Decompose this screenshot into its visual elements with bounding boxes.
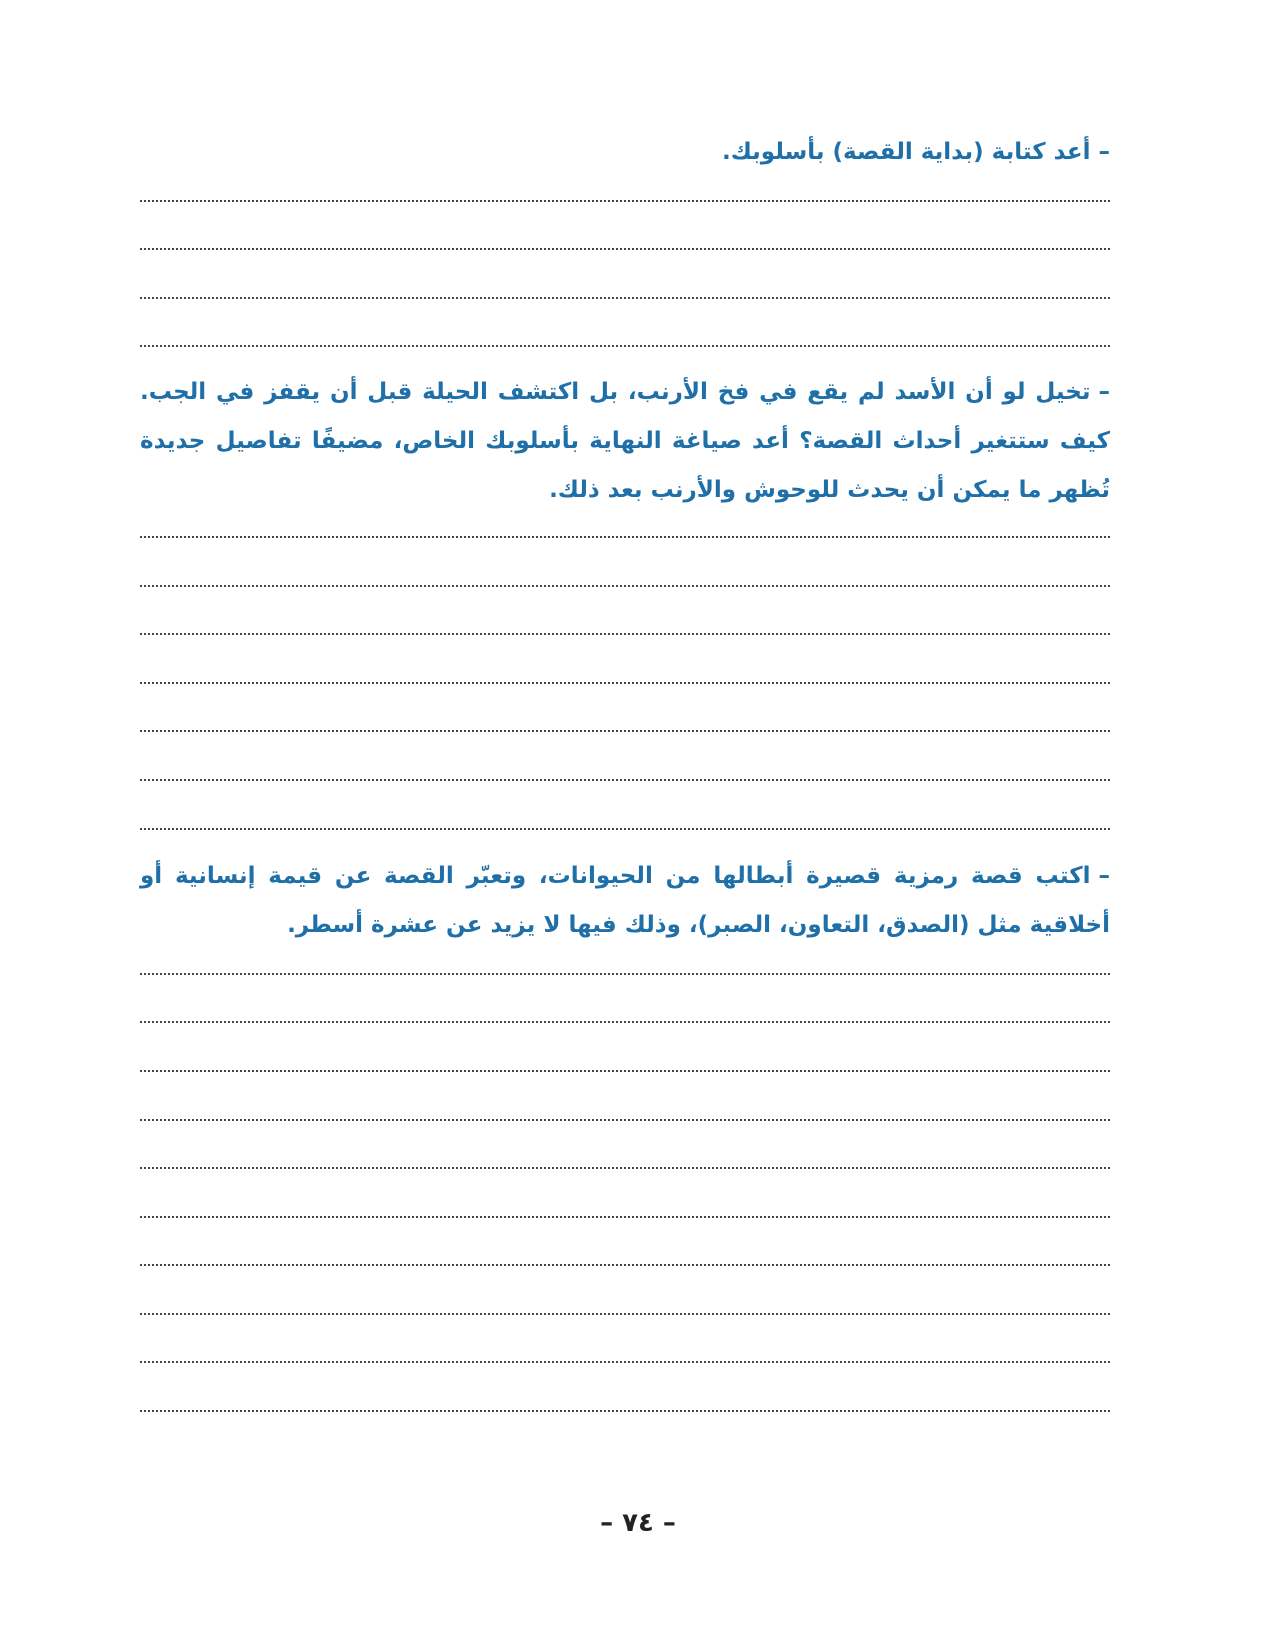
answer-line[interactable] <box>140 730 1110 732</box>
answer-line[interactable] <box>140 682 1110 684</box>
answer-line[interactable] <box>140 779 1110 781</box>
answer-line[interactable] <box>140 585 1110 587</box>
answer-line[interactable] <box>140 536 1110 538</box>
question-2-dash: – <box>1098 379 1110 405</box>
question-2 <box>140 368 1110 515</box>
question-1 <box>140 128 1110 177</box>
question-3-text: اكتب قصة رمزية قصيرة أبطالها من الحيوانات، وتعبّر القصة عن قيمة إنسانية أو أخلاقية مثل (الصدق، التعاون، الصبر)، وذلك فيها لا يزيد عن عشرة أسطر. <box>140 863 1110 938</box>
answer-line[interactable] <box>140 1070 1110 1072</box>
answer-line[interactable] <box>140 1167 1110 1169</box>
answer-line[interactable] <box>140 1264 1110 1266</box>
answer-line[interactable] <box>140 1361 1110 1363</box>
question-3 <box>140 852 1110 950</box>
question-1-text: أعد كتابة (بداية القصة) بأسلوبك. <box>722 139 1091 165</box>
answer-line[interactable] <box>140 1021 1110 1023</box>
answer-line[interactable] <box>140 200 1110 202</box>
question-1-dash: – <box>1098 139 1110 165</box>
answer-line[interactable] <box>140 345 1110 347</box>
answer-line[interactable] <box>140 1216 1110 1218</box>
question-3-dash: – <box>1098 863 1110 889</box>
page-number: – ٧٤ – <box>600 1508 676 1538</box>
answer-line[interactable] <box>140 828 1110 830</box>
answer-line[interactable] <box>140 1313 1110 1315</box>
answer-line[interactable] <box>140 1410 1110 1412</box>
answer-line[interactable] <box>140 973 1110 975</box>
question-2-text: تخيل لو أن الأسد لم يقع في فخ الأرنب، بل اكتشف الحيلة قبل أن يقفز في الجب. كيف ستتغير أحداث القصة؟ أعد صياغة النهاية بأسلوبك الخاص، مضيفًا تفاصيل جديدة تُظهر ما يمكن أن يحدث للوحوش والأرنب بعد ذلك. <box>140 379 1110 503</box>
answer-line[interactable] <box>140 1119 1110 1121</box>
answer-line[interactable] <box>140 297 1110 299</box>
answer-line[interactable] <box>140 248 1110 250</box>
answer-line[interactable] <box>140 633 1110 635</box>
